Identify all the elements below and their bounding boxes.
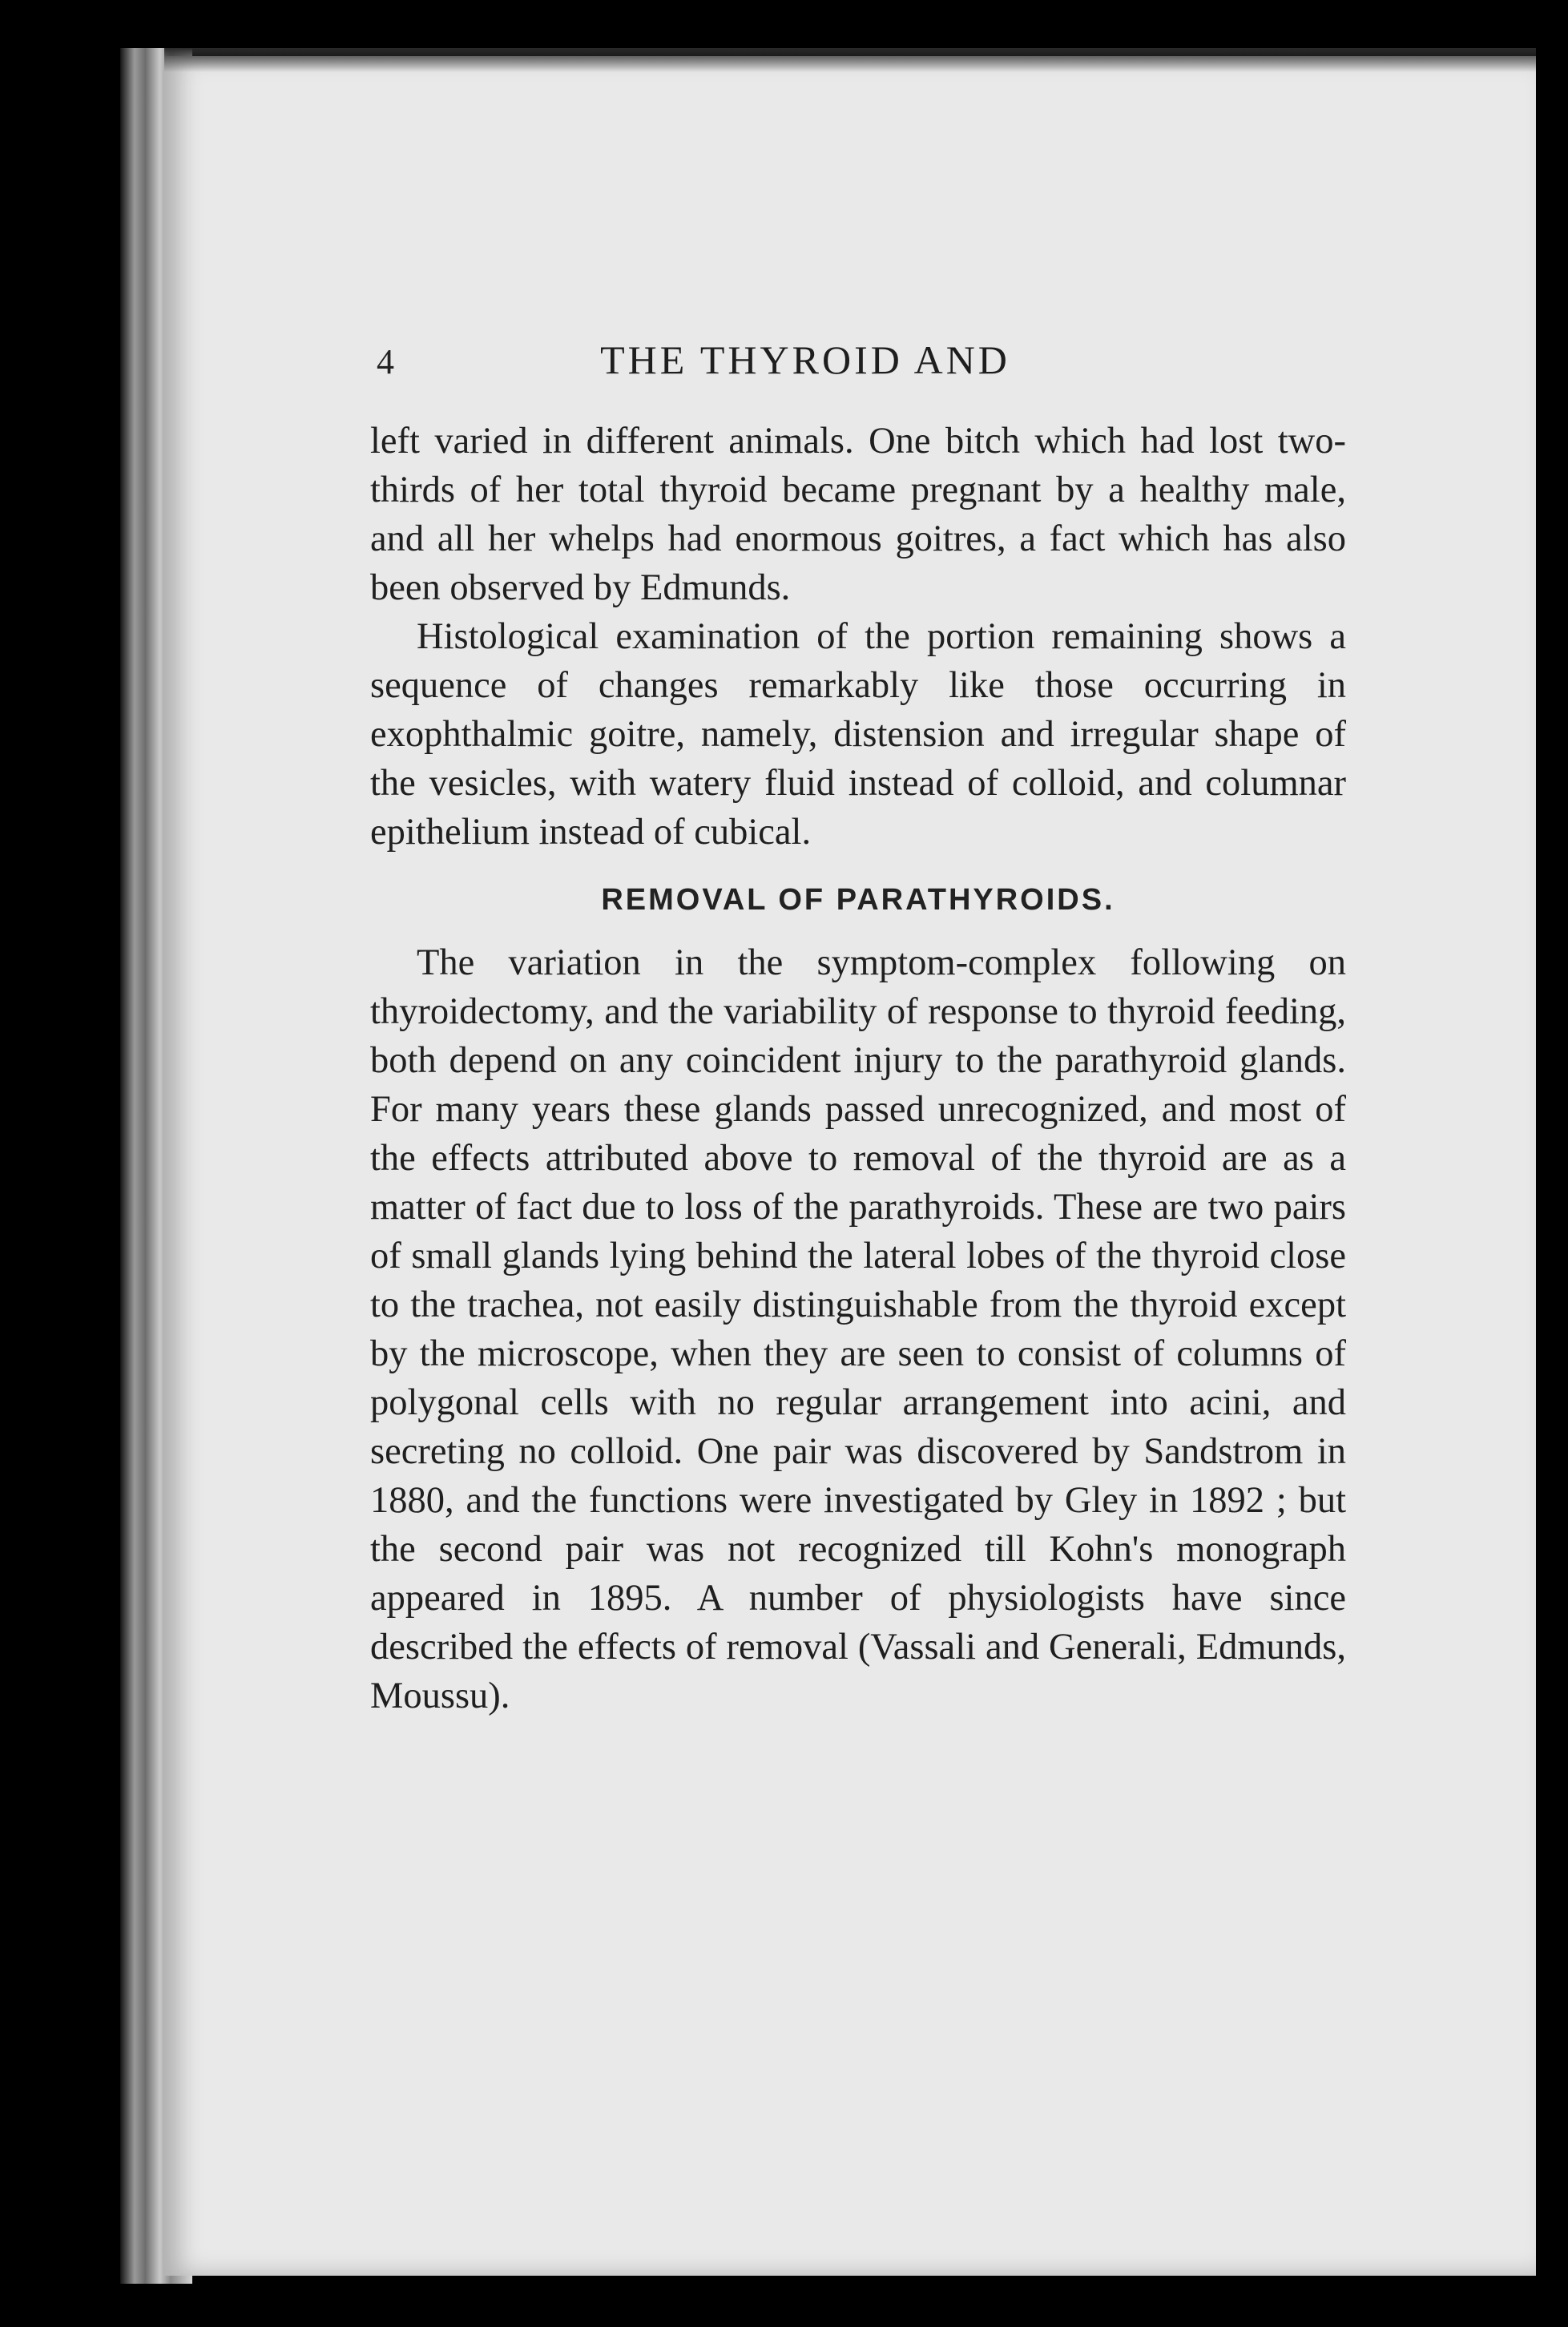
- paragraph-histological: Histological examination of the portion remaining shows a sequence of changes remarkably like those occurring in exophthalmic goitre, namely, distension and irregular shape of the vesicles, with watery fluid instead of colloid, and columnar epithelium instead of cubical.: [370, 616, 1346, 853]
- paragraph-continued: left varied in different animals. One bitch which had lost two-thirds of her total thyroid became pregnant by a healthy male, and all her whelps had enormous goitres, a fact which has also been observed by Edmunds.: [370, 421, 1346, 608]
- section-heading: REMOVAL OF PARATHYROIDS.: [601, 883, 1115, 917]
- paragraph-parathyroids: The variation in the symptom-complex following on thyroidectomy, and the variability of response to thyroid feeding, both depend on any coincident injury to the parathyroid glands. For many years these glands passed unrecognized, and most of the effects attributed above to removal of the thyroid are as a matter of fact due to loss of the parathyroids. These are two pairs of small glands lying behind the lateral lobes of the thyroid close to the trachea, not easily distinguishable from the thyroid except by the microscope, when they are seen to consist of columns of polygonal cells with no regular arrangement into acini, and secreting no colloid. One pair was discovered by Sandstrom in 1880, and the functions were investigated by Gley in 1892 ; but the second pair was not recognized till Kohn's monograph appeared in 1895. A number of physiologists have since described the effects of removal (Vassali and Generali, Edmunds, Moussu).: [370, 942, 1346, 1716]
- running-head: THE THYROID AND: [600, 337, 1010, 382]
- page-top-shadow: [164, 48, 1536, 72]
- page-number: 4: [377, 342, 394, 381]
- page-body: [370, 417, 1346, 1720]
- page-header: [204, 337, 1374, 393]
